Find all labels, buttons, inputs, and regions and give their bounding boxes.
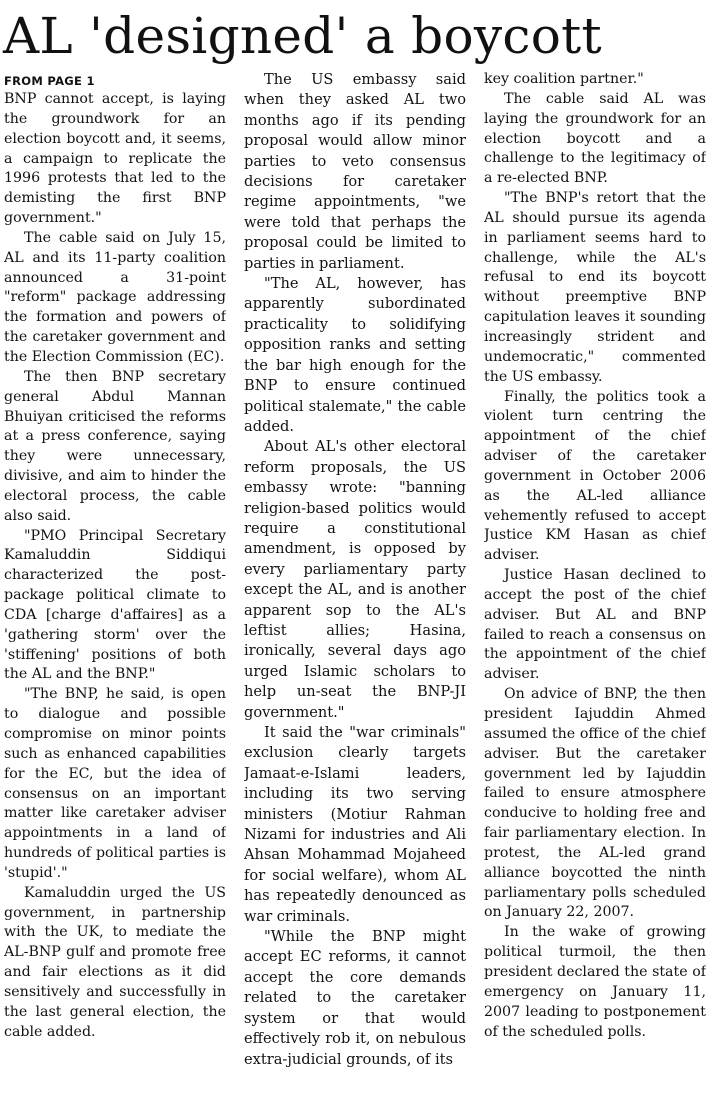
- paragraph: "The AL, however, has apparently subordinated practicality to solidifying opposition ranks and setting the bar high enough for the BNP to ensure continued political stalemate," the cable added.: [244, 275, 466, 435]
- paragraph: The then BNP secretary general Abdul Mannan Bhuiyan criticised the reforms at a press conference, saying they were unnecessary, divisive, and aim to hinder the electoral process, the cable also said.: [4, 368, 226, 524]
- paragraph: "The BNP, he said, is open to dialogue and possible compromise on minor points such as enhanced capabilities for the EC, but the idea of consensus on an important matter like caretaker adviser appointments in a land of hundreds of political parties is 'stupid'.": [4, 686, 226, 881]
- paragraph: About AL's other electoral reform proposals, the US embassy wrote: "banning religion-based politics would require a constitutional amendment, is opposed by every parliamentary party except the AL, and is another apparent sop to the AL's leftist allies; Hasina, ironically, several days ago urged Islamic scholars to help un-seat the BNP-JI government.": [244, 438, 466, 721]
- paragraph: In the wake of growing political turmoil, the then president declared the state of emergency on January 11, 2007 leading to postponement of the scheduled polls.: [484, 924, 706, 1040]
- jump-label: FROM PAGE 1: [4, 74, 95, 88]
- paragraph: "The BNP's retort that the AL should pursue its agenda in parliament seems hard to challenge, while the AL's refusal to end its boycott without preemptive BNP capitulation leaves it sounding increasingly strident and undemocratic," commented the US embassy.: [484, 190, 706, 385]
- paragraph: The cable said on July 15, AL and its 11-party coalition announced a 31-point "reform" package addressing the formation and powers of the caretaker government and the Election Commission (EC).: [4, 229, 226, 365]
- article-column-1: [4, 70, 226, 1094]
- paragraph: The cable said AL was laying the groundwork for an election boycott and a challenge to the legitimacy of a re-elected BNP.: [484, 90, 706, 187]
- paragraph: BNP cannot accept, is laying the groundwork for an election boycott and, it seems, a campaign to replicate the 1996 protests that led to the demisting the first BNP government.": [4, 91, 226, 227]
- paragraph: Kamaluddin urged the US government, in partnership with the UK, to mediate the AL-BNP gulf and promote free and fair elections as it did sensitively and successfully in the last general election, the cable added.: [4, 884, 226, 1040]
- paragraph: The US embassy said when they asked AL two months ago if its pending proposal would allow minor parties to veto consensus decisions for caretaker regime appointments, "we were told that perhaps the proposal could be limited to parties in parliament.: [244, 71, 466, 272]
- headline: AL 'designed' a boycott: [3, 7, 602, 65]
- paragraph: On advice of BNP, the then president Iajuddin Ahmed assumed the office of the chief adviser. But the caretaker government led by Iajuddin failed to ensure atmosphere conducive to holding free and fair parliamentary election. In protest, the AL-led grand alliance boycotted the ninth parliamentary polls scheduled on January 22, 2007.: [484, 686, 706, 921]
- article-column-2: [244, 70, 466, 1094]
- paragraph: Justice Hasan declined to accept the post of the chief adviser. But AL and BNP failed to reach a consensus on the appointment of the chief adviser.: [484, 567, 706, 683]
- paragraph: It said the "war criminals" exclusion clearly targets Jamaat-e-Islami leaders, including its two serving ministers (Motiur Rahman Nizami for industries and Ali Ahsan Mohammad Mojaheed for social welfare), whom AL has repeatedly denounced as war criminals.: [244, 724, 466, 925]
- paragraph: Finally, the politics took a violent turn centring the appointment of the chief adviser of the caretaker government in October 2006 as the AL-led alliance vehemently refused to accept Justice KM Hasan as chief adviser.: [484, 388, 706, 564]
- paragraph: "While the BNP might accept EC reforms, it cannot accept the core demands related to the caretaker system or that would effectively rob it, on nebulous extra-judicial grounds, of its: [244, 928, 466, 1068]
- paragraph: key coalition partner.": [484, 71, 644, 87]
- paragraph: "PMO Principal Secretary Kamaluddin Siddiqui characterized the post-package political climate to CDA [charge d'affaires] as a 'gathering storm' over the 'stiffening' positions of both the AL and the BNP.": [4, 527, 226, 683]
- article-column-3: [484, 70, 706, 1094]
